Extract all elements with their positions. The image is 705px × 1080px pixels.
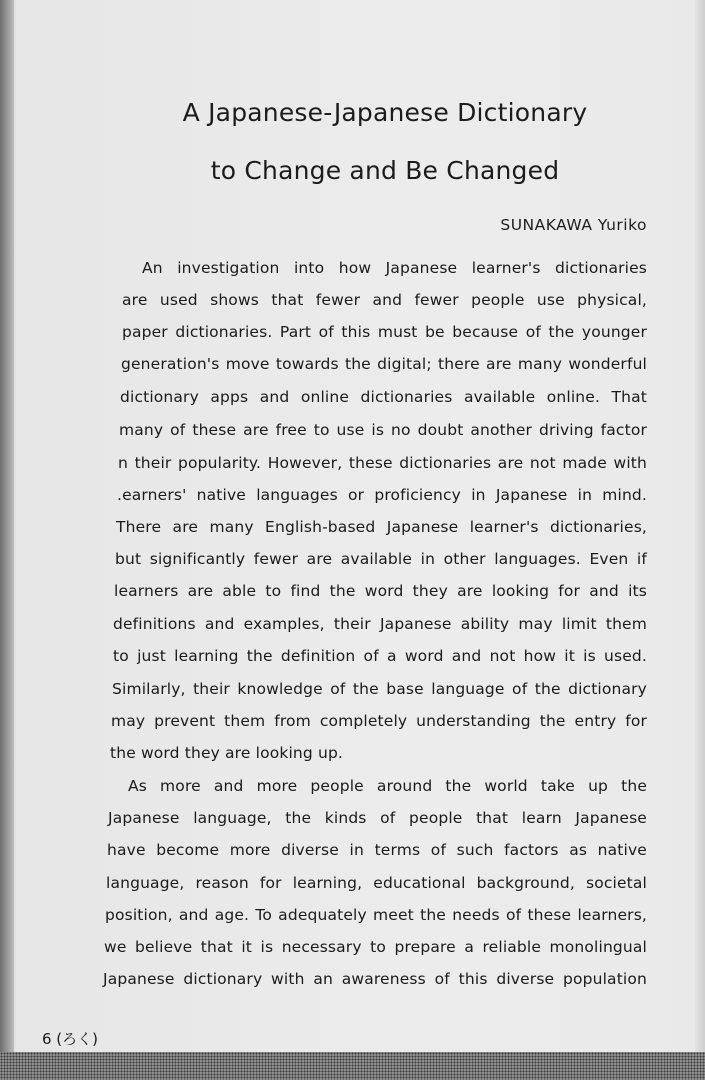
title-line-2: to Change and Be Changed: [210, 156, 560, 185]
body-line: position, and age. To adequately meet the needs of these learners,: [105, 906, 647, 924]
body-line: language, reason for learning, educational background, societal: [106, 874, 647, 892]
body-line: .earners' native languages or proficiency in Japanese in mind.: [117, 486, 647, 504]
body-line: definitions and examples, their Japanese ability may limit them: [113, 615, 647, 633]
body-line: the word they are looking up.: [110, 744, 344, 762]
body-line: dictionary apps and online dictionaries available online. That: [120, 388, 647, 406]
body-line: are used shows that fewer and fewer people use physical,: [122, 291, 647, 309]
page-number: 6 (ろく): [42, 1030, 99, 1048]
decorative-dot-band: [0, 1052, 705, 1080]
body-line: Japanese language, the kinds of people that learn Japanese: [108, 809, 647, 827]
body-line: An investigation into how Japanese learner's dictionaries: [142, 259, 647, 277]
body-line: we believe that it is necessary to prepare a reliable monolingual: [104, 938, 647, 956]
body-line: n their popularity. However, these dictionaries are not made with: [118, 454, 647, 472]
body-line: Similarly, their knowledge of the base language of the dictionary: [112, 680, 647, 698]
body-line: generation's move towards the digital; there are many wonderful: [121, 355, 647, 373]
body-line: paper dictionaries. Part of this must be because of the younger: [122, 323, 647, 341]
body-line: As more and more people around the world take up the: [128, 777, 647, 795]
author-name: SUNAKAWA Yuriko: [500, 216, 647, 234]
body-line: many of these are free to use is no doubt another driving factor: [119, 421, 647, 439]
body-line: learners are able to find the word they are looking for and its: [114, 582, 647, 600]
article-title: [120, 84, 650, 200]
body-line: may prevent them from completely understanding the entry for: [111, 712, 647, 730]
body-line: but significantly fewer are available in other languages. Even if: [115, 550, 647, 568]
body-line: Japanese dictionary with an awareness of this diverse population: [103, 970, 647, 988]
page-edge: [695, 0, 705, 1080]
title-line-1: A Japanese-Japanese Dictionary: [182, 98, 588, 127]
body-line: There are many English-based Japanese learner's dictionaries,: [116, 518, 647, 536]
body-line: have become more diverse in terms of such factors as native: [107, 841, 647, 859]
spine-shadow: [0, 0, 14, 1080]
body-line: to just learning the definition of a word and not how it is used.: [113, 647, 647, 665]
